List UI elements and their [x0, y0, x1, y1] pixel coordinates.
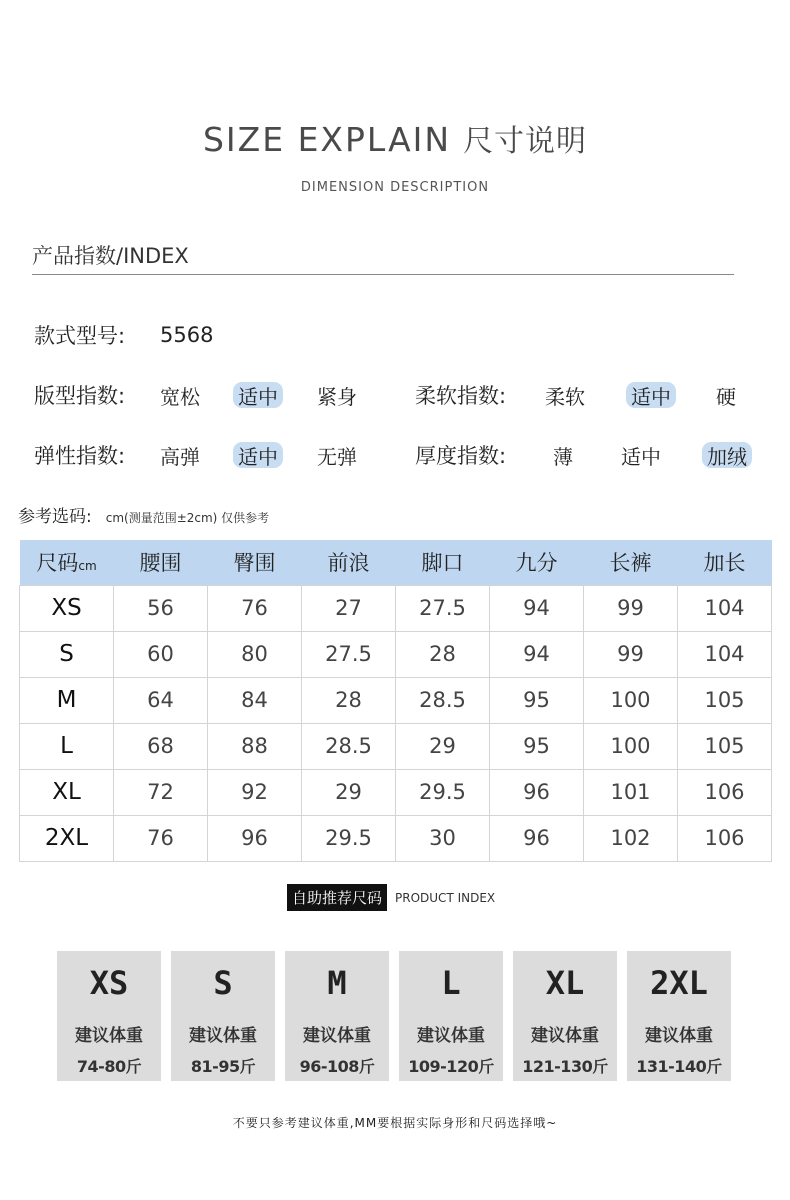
- page-subtitle: DIMENSION DESCRIPTION: [300, 180, 490, 195]
- title-cn: 尺寸说明: [463, 124, 588, 159]
- measure-cell: 27.5: [396, 585, 490, 631]
- size-cell: XS: [20, 585, 114, 631]
- card-label: 建议体重: [189, 1026, 257, 1046]
- model-row: [34, 318, 213, 352]
- table-row: [20, 631, 772, 677]
- measure-cell: 95: [490, 677, 584, 723]
- fit-option-selected: 适中: [233, 382, 283, 408]
- card-range: 109-120斤: [408, 1057, 494, 1076]
- measure-cell: 99: [584, 585, 678, 631]
- column-header: 臀围: [208, 540, 302, 585]
- measure-cell: 60: [114, 631, 208, 677]
- size-card: [399, 951, 503, 1081]
- size-card: [57, 951, 161, 1081]
- card-label: 建议体重: [417, 1026, 485, 1046]
- card-range: 96-108斤: [299, 1057, 375, 1076]
- card-size: 2XL: [650, 964, 708, 1002]
- measure-cell: 27.5: [302, 631, 396, 677]
- softness-option: 柔软: [545, 384, 585, 409]
- size-table: [19, 540, 772, 862]
- measure-cell: 84: [208, 677, 302, 723]
- table-row: [20, 769, 772, 815]
- size-cell: L: [20, 723, 114, 769]
- column-header: 九分: [490, 540, 584, 585]
- measure-cell: 104: [678, 631, 772, 677]
- size-cell: M: [20, 677, 114, 723]
- title-en: SIZE EXPLAIN: [202, 120, 452, 159]
- measure-cell: 30: [396, 815, 490, 861]
- model-label: 款式型号:: [34, 324, 126, 348]
- measure-cell: 28: [396, 631, 490, 677]
- measure-cell: 28: [302, 677, 396, 723]
- measure-cell: 105: [678, 677, 772, 723]
- elasticity-option: 高弹: [160, 444, 200, 469]
- thickness-label: 厚度指数:: [415, 444, 507, 468]
- size-cell: S: [20, 631, 114, 677]
- size-card: [285, 951, 389, 1081]
- measure-cell: 88: [208, 723, 302, 769]
- index-heading: 产品指数/INDEX: [32, 240, 734, 275]
- reference-note: cm(测量范围±2cm) 仅供参考: [105, 511, 270, 525]
- measure-cell: 104: [678, 585, 772, 631]
- fit-option: 紧身: [317, 384, 357, 409]
- measure-cell: 28.5: [396, 677, 490, 723]
- page-title: [0, 116, 790, 160]
- table-row: [20, 677, 772, 723]
- card-size: S: [213, 964, 233, 1002]
- size-cell: XL: [20, 769, 114, 815]
- column-header-size: 尺码cm: [20, 540, 114, 585]
- thickness-option: 薄: [553, 444, 573, 469]
- size-table-header: [20, 540, 772, 585]
- card-range: 121-130斤: [522, 1057, 608, 1076]
- measure-cell: 29: [396, 723, 490, 769]
- measure-cell: 105: [678, 723, 772, 769]
- recommend-label-en: PRODUCT INDEX: [395, 890, 496, 905]
- elasticity-option-selected: 适中: [233, 442, 283, 468]
- measure-cell: 96: [490, 769, 584, 815]
- reference-line: [18, 502, 269, 527]
- column-header: 长裤: [584, 540, 678, 585]
- elasticity-thickness-row: [34, 438, 774, 472]
- card-range: 131-140斤: [636, 1057, 722, 1076]
- measure-cell: 101: [584, 769, 678, 815]
- card-range: 81-95斤: [190, 1057, 256, 1076]
- measure-cell: 29: [302, 769, 396, 815]
- card-label: 建议体重: [645, 1026, 713, 1046]
- model-value: 5568: [160, 323, 214, 347]
- measure-cell: 72: [114, 769, 208, 815]
- card-size: XS: [89, 964, 129, 1002]
- measure-cell: 96: [490, 815, 584, 861]
- measure-cell: 96: [208, 815, 302, 861]
- measure-cell: 56: [114, 585, 208, 631]
- softness-option-selected: 适中: [626, 382, 676, 408]
- measure-cell: 76: [208, 585, 302, 631]
- measure-cell: 64: [114, 677, 208, 723]
- measure-cell: 100: [584, 677, 678, 723]
- measure-cell: 94: [490, 631, 584, 677]
- measure-cell: 95: [490, 723, 584, 769]
- softness-label: 柔软指数:: [415, 384, 507, 408]
- measure-cell: 29.5: [396, 769, 490, 815]
- measure-cell: 106: [678, 815, 772, 861]
- table-row: [20, 585, 772, 631]
- fit-softness-row: [34, 378, 774, 412]
- measure-cell: 92: [208, 769, 302, 815]
- reference-label: 参考选码:: [18, 507, 92, 527]
- softness-option: 硬: [716, 384, 736, 409]
- card-label: 建议体重: [303, 1026, 371, 1046]
- footer-note: 不要只参考建议体重,MM要根据实际身形和尺码选择哦~: [232, 1116, 558, 1130]
- card-size: M: [327, 964, 347, 1002]
- column-header: 加长: [678, 540, 772, 585]
- recommend-label: 自助推荐尺码: [287, 884, 387, 911]
- column-header: 前浪: [302, 540, 396, 585]
- card-size: XL: [545, 964, 585, 1002]
- measure-cell: 80: [208, 631, 302, 677]
- measure-cell: 76: [114, 815, 208, 861]
- column-header: 腰围: [114, 540, 208, 585]
- card-label: 建议体重: [531, 1026, 599, 1046]
- fit-label: 版型指数:: [34, 384, 126, 408]
- recommend-cards: [57, 951, 731, 1081]
- measure-cell: 102: [584, 815, 678, 861]
- thickness-option-selected: 加绒: [702, 442, 752, 468]
- elasticity-option: 无弹: [317, 444, 357, 469]
- size-card: [627, 951, 731, 1081]
- card-size: L: [441, 964, 461, 1002]
- size-card: [171, 951, 275, 1081]
- card-range: 74-80斤: [76, 1057, 142, 1076]
- elasticity-label: 弹性指数:: [34, 444, 126, 468]
- fit-option: 宽松: [160, 384, 200, 409]
- recommend-heading: [287, 884, 495, 911]
- column-header: 脚口: [396, 540, 490, 585]
- table-row: [20, 815, 772, 861]
- measure-cell: 106: [678, 769, 772, 815]
- measure-cell: 99: [584, 631, 678, 677]
- table-row: [20, 723, 772, 769]
- measure-cell: 27: [302, 585, 396, 631]
- size-cell: 2XL: [20, 815, 114, 861]
- measure-cell: 28.5: [302, 723, 396, 769]
- measure-cell: 100: [584, 723, 678, 769]
- measure-cell: 94: [490, 585, 584, 631]
- measure-cell: 29.5: [302, 815, 396, 861]
- measure-cell: 68: [114, 723, 208, 769]
- card-label: 建议体重: [75, 1026, 143, 1046]
- size-card: [513, 951, 617, 1081]
- thickness-option: 适中: [621, 444, 661, 469]
